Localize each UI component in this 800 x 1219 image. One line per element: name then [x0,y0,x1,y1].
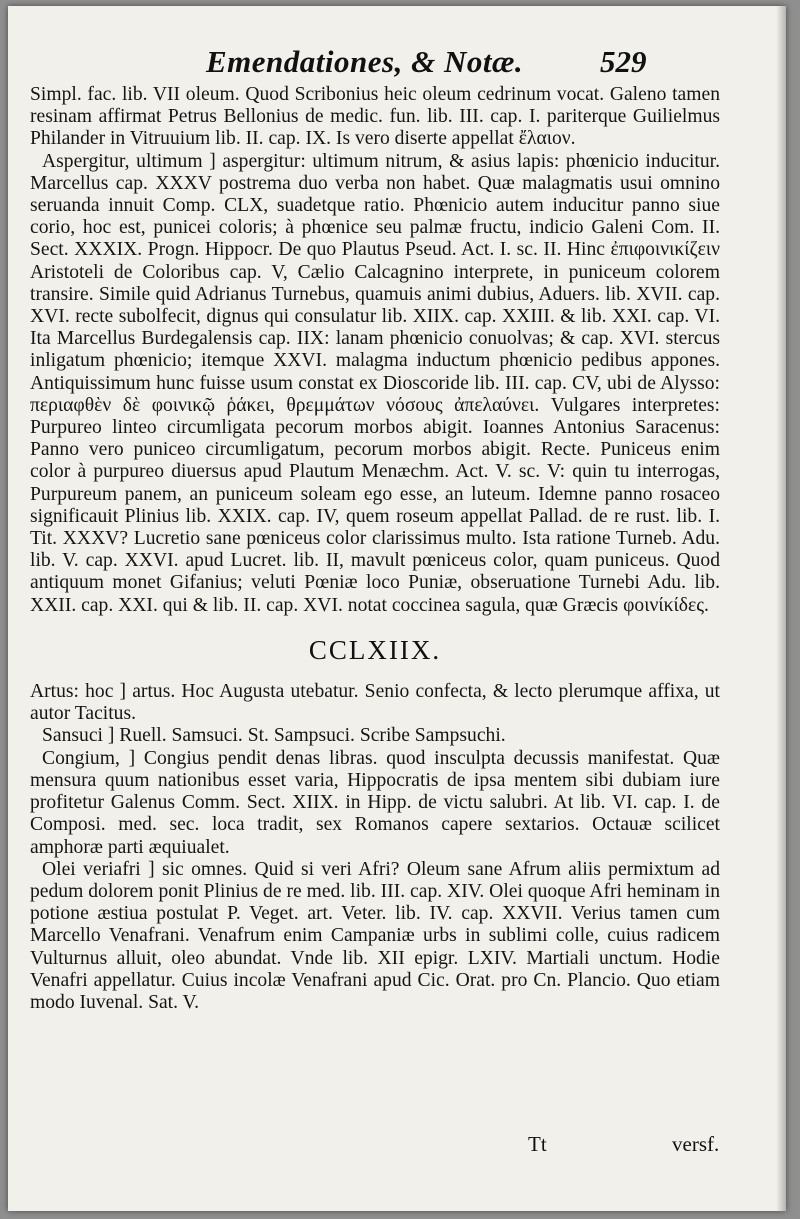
page-number: 529 [600,44,647,79]
signature-mark: Tt [528,1132,547,1156]
book-page [8,6,786,1211]
section-heading: CCLXIIX. [308,634,442,665]
running-title: Emendationes, & Notæ. [206,44,524,79]
paragraph-artus: Artus: hoc ] artus. Hoc Augusta utebatur. Senio confecta, & lecto plerumque affixa, ut autor Tacitus. [30,681,720,725]
main-text [30,84,720,1014]
paragraph-simpl: Simpl. fac. lib. VII oleum. Quod Scribonius heic oleum cedrinum vocat. Galeno tamen resinam affirmat Petrus Bellonius de medic. fun. lib. III. cap. I. pariterque Guilielmus Philander in Vitruuium lib. II. cap. IX. Is vero diserte appellat ἔλαιον. [30,84,720,150]
paragraph-sansuci: Sansuci ] Ruell. Samsuci. St. Sampsuci. Scribe Sampsuchi. [42,725,506,747]
running-header [8,44,786,84]
catchword: versf. [672,1132,720,1156]
paragraph-aspergitur: Aspergitur, ultimum ] aspergitur: ultimum nitrum, & asius lapis: phœnicio inducitur. Marcellus cap. XXXV postrema duo verba non habet. Quæ malagmatis usui omnino seruanda innuit Comp. CLX, suadetque ratio. Phœnicio autem inducitur panno siue corio, hoc est, punicei coloris; à phœnice seu palmæ fructu, indicio Galeni Com. II. Sect. XXXIX. Progn. Hippocr. De quo Plautus Pseud. Act. I. sc. II. Hinc ἐπιφοινικίζειν Aristoteli de Coloribus cap. V, Cælio Calcagnino interprete, in puniceum colorem transire. Simile quid Adrianus Turnebus, quamuis animi dubius, Aduers. lib. XVII. cap. XVI. recte subolfecit, dignus qui consulatur lib. XIIX. cap. XXIII. & lib. XXI. cap. VI. Ita Marcellus Burdegalensis cap. IIX: lanam phœnicio conuolvas; & cap. XVI. stercus inligatum phœnicio; itemque XXVI. malagma inductum phœnicio pedibus appones. Antiquissimum hunc fuisse usum constat ex Dioscoride lib. III. cap. CV, ubi de Alysso: περιαφθὲν δὲ φοινικῷ ῥάκει, θρεμμάτων νόσους ἀπελαύνει. Vulgares interpretes: Purpureo linteo circumligata pecorum morbos abigit. Ioannes Antonius Saracenus: Panno vero puniceo circumligatum, pecorum morbos abigit. Recte. Puniceus enim color à purpureo diuersus apud Plautum Menæchm. Act. V. sc. V: quin tu interrogas, Purpureum panem, an puniceum soleam ego esse, an luteum. Idemne panno rosaceo significauit Plinius lib. XXIX. cap. IV, quem roseum appellat Pallad. de re rust. lib. I. Tit. XXXV? Lucretio sane pœniceus color clarissimus multo. Ista ratione Turneb. Adu. lib. V. cap. XXVI. apud Lucret. lib. II, mavult pœniceus color, quam puniceus. Quod antiquum monet Gifanius; veluti Pœniæ loco Puniæ, obseruatione Turnebi Adu. lib. XXII. cap. XXI. qui & lib. II. cap. XVI. notat coccinea sagula, quæ Græcis φοινίκίδες. [30,150,720,616]
scan-shadow [776,6,786,1211]
paragraph-olei: Olei veriafri ] sic omnes. Quid si veri Afri? Oleum sane Afrum aliis permixtum ad pedum dolorem ponit Plinius de re med. lib. III. cap. XIV. Olei quoque Afri heminam in potione æstiua postulat P. Veget. art. Veter. lib. IV. cap. XXVII. Verius tamen cum Marcello Venafrani. Venafrum enim Campaniæ urbs in sublimi colle, cuius radicem Vulturnus alluit, oleo abundat. Vnde lib. XII epigr. LXIV. Martiali unctum. Hodie Venafri appellatur. Cuius incolæ Venafrani apud Cic. Orat. pro Cn. Plancio. Quo etiam modo Iuvenal. Sat. V. [30,858,720,1013]
paragraph-congium: Congium, ] Congius pendit denas libras. quod insculpta decussis manifestat. Quæ mensura quum nationibus esset varia, Hippocratis de ipsa mentem sibi dubiam iure profitetur Galenus Comm. Sect. XIIX. in Hipp. de victu salubri. At lib. VI. cap. I. de Composi. med. sec. loca tradit, sex Romanos capere sextarios. Octauæ scilicet amphoræ parti æquiualet. [30,747,720,858]
page-footer [8,1132,786,1172]
